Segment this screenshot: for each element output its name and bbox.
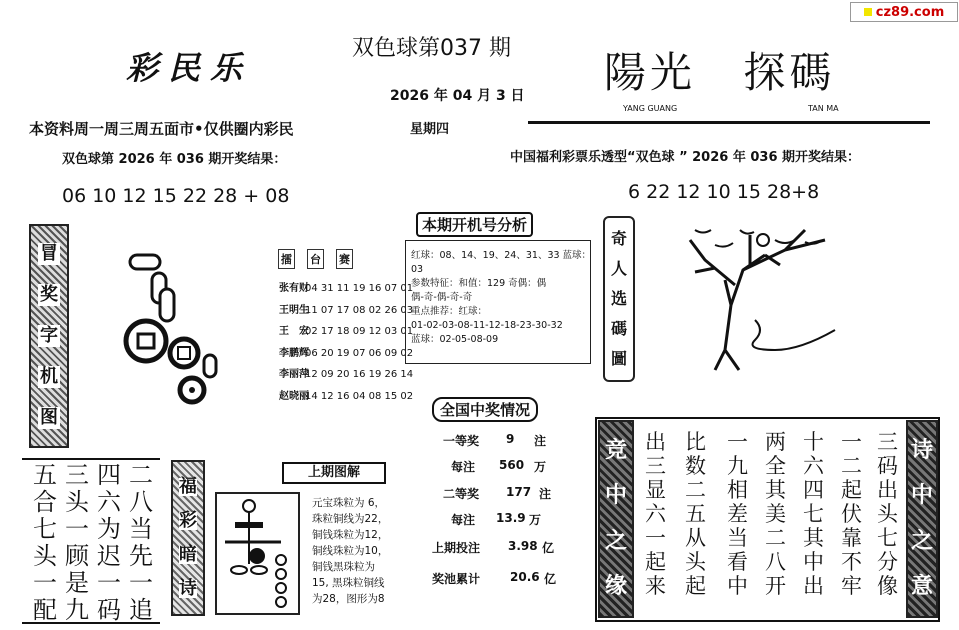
analysis-rec-line: 重点推荐：红球： bbox=[411, 306, 488, 317]
leitai-nums: 14 12 16 04 08 15 02 bbox=[305, 390, 414, 402]
header-divider bbox=[528, 121, 930, 124]
tujie-diagram bbox=[217, 494, 298, 613]
tujie-line: 铜钱珠粒为12， bbox=[312, 529, 389, 541]
left-poem-char: 二 bbox=[129, 461, 153, 489]
prize-label: 每注 bbox=[451, 460, 476, 474]
prize-label: 每注 bbox=[451, 513, 476, 527]
right-poem-char: 二 bbox=[685, 478, 706, 502]
leitai-name: 王 宏 bbox=[279, 326, 309, 337]
analysis-feature-line: 参数特征：和值：129 奇偶：偶 bbox=[411, 278, 547, 289]
qiren-char: 人 bbox=[610, 259, 627, 278]
analysis-blue-line: 蓝球：02-05-08-09 bbox=[411, 334, 499, 345]
prize-row bbox=[451, 511, 541, 528]
prize-value: 177 bbox=[506, 485, 532, 499]
leitai-name: 赵晓丽 bbox=[279, 390, 309, 402]
prize-value: 13.9 bbox=[496, 511, 526, 525]
right-poem-char: 起 bbox=[841, 478, 862, 502]
right-poem-char: 不 bbox=[841, 550, 862, 574]
leitai-row bbox=[279, 364, 414, 386]
left-poem-char: 迟 bbox=[97, 542, 121, 570]
leitai-nums: 12 09 20 16 19 26 14 bbox=[305, 369, 414, 380]
right-poem-char: 六 bbox=[803, 454, 824, 478]
left-strip-char: 之 bbox=[604, 528, 627, 554]
weekday: 星期四 bbox=[410, 122, 450, 137]
right-strip-char: 之 bbox=[910, 528, 933, 554]
issue-title: 双色球第037 期 bbox=[352, 36, 511, 61]
right-poem-char: 六 bbox=[645, 502, 666, 526]
right-poem-char: 二 bbox=[841, 454, 862, 478]
prize-label: 二等奖 bbox=[443, 487, 480, 501]
left-poem-char: 头 bbox=[65, 488, 89, 516]
tujie-text bbox=[312, 495, 388, 607]
leitai-name: 王明生 bbox=[279, 304, 309, 316]
prize-label: 一等奖 bbox=[443, 434, 480, 448]
prize-unit: 亿 bbox=[542, 541, 555, 555]
issue-date: 2026 年 04 月 3 日 bbox=[390, 88, 525, 104]
right-strip-char: 意 bbox=[910, 574, 933, 600]
left-poem-char: 一 bbox=[129, 569, 153, 597]
right-strip-char: 中 bbox=[910, 483, 933, 509]
left-poem-char: 码 bbox=[97, 596, 121, 624]
prize-unit: 万 bbox=[534, 460, 547, 474]
prize-value: 560 bbox=[499, 458, 525, 472]
prize-row bbox=[432, 539, 554, 556]
right-poem-char: 美 bbox=[765, 502, 786, 526]
left-poem-char: 为 bbox=[97, 515, 121, 543]
right-poem-char: 头 bbox=[685, 550, 706, 574]
right-poem-char: 牢 bbox=[841, 574, 862, 598]
right-poem-char: 像 bbox=[877, 574, 898, 598]
qiren-char: 奇 bbox=[610, 229, 627, 248]
tujie-line: 铜线珠粒为10， bbox=[312, 545, 389, 557]
right-poem-char: 五 bbox=[685, 502, 706, 526]
right-poem-char: 来 bbox=[645, 574, 666, 598]
watermark-badge bbox=[850, 2, 958, 22]
right-strip-char: 诗 bbox=[910, 437, 933, 463]
right-poem-char: 当 bbox=[727, 526, 748, 550]
leitai-name: 李鹏辉 bbox=[279, 347, 309, 359]
right-poem-char: 九 bbox=[727, 454, 748, 478]
tujie-diagram-box bbox=[215, 492, 300, 615]
analysis-box bbox=[405, 240, 591, 364]
left-poem-char: 三 bbox=[65, 461, 89, 489]
right-poem-char: 一 bbox=[841, 430, 862, 454]
right-poem-char: 比 bbox=[685, 430, 706, 454]
right-poem-char: 从 bbox=[685, 526, 706, 550]
leitai-row bbox=[279, 321, 414, 343]
left-poem-col bbox=[33, 462, 57, 624]
prize-title: 全国中奖情况 bbox=[432, 397, 538, 422]
right-poem-char: 一 bbox=[645, 526, 666, 550]
left-poem-char: 五 bbox=[33, 461, 57, 489]
left-poem-char: 追 bbox=[129, 596, 153, 624]
prize-label: 上期投注 bbox=[432, 541, 481, 555]
prize-value: 20.6 bbox=[510, 570, 540, 584]
left-strip-char: 竞 bbox=[604, 437, 627, 463]
left-poem-col bbox=[129, 462, 153, 624]
lucky-machine-char: 奖 bbox=[40, 284, 58, 306]
analysis-rec-line2: 01-02-03-08-11-12-18-23-30-32 bbox=[411, 320, 563, 331]
tujie-line: 铜钱黑珠粒为 bbox=[312, 561, 375, 573]
prize-unit: 注 bbox=[539, 487, 552, 501]
right-result-numbers: 6 22 12 10 15 28+8 bbox=[628, 181, 820, 203]
analysis-red-line2: 03 bbox=[411, 264, 424, 275]
fucai-poem-char: 彩 bbox=[179, 510, 197, 531]
prize-label: 奖池累计 bbox=[432, 572, 481, 586]
left-poem-char: 是 bbox=[65, 569, 89, 597]
right-strip bbox=[906, 420, 938, 618]
lucky-machine-char: 图 bbox=[40, 406, 58, 428]
left-strip bbox=[598, 420, 634, 618]
prize-value: 3.98 bbox=[508, 539, 538, 553]
right-logo-pinyin-1: YANG GUANG bbox=[623, 104, 678, 113]
right-poem-char: 出 bbox=[645, 430, 666, 454]
prize-unit: 注 bbox=[534, 434, 547, 448]
leitai-table bbox=[279, 278, 414, 407]
leitai-name: 李丽萍 bbox=[279, 369, 309, 380]
right-poem-char: 八 bbox=[765, 550, 786, 574]
prize-unit: 万 bbox=[529, 513, 542, 527]
tujie-line: 为28，图形为8 bbox=[312, 593, 385, 605]
tree-sketch bbox=[655, 210, 855, 375]
right-poem-char: 分 bbox=[877, 550, 898, 574]
leitai-nums: 06 20 19 07 06 09 02 bbox=[305, 347, 414, 359]
right-poem-char: 七 bbox=[877, 526, 898, 550]
watermark-square-icon bbox=[864, 8, 872, 16]
left-poem-char: 六 bbox=[97, 488, 121, 516]
right-logo-pinyin-2: TAN MA bbox=[808, 104, 839, 113]
leitai-nums: 11 07 17 08 02 26 03 bbox=[305, 304, 414, 316]
right-poem-col bbox=[877, 430, 898, 598]
qiren-char: 选 bbox=[610, 289, 627, 308]
analysis-feature-line2: 偶-奇-偶-奇-奇 bbox=[411, 292, 473, 303]
prize-value: 9 bbox=[506, 432, 515, 446]
right-poem-col bbox=[841, 430, 862, 598]
left-poem-char: 一 bbox=[33, 569, 57, 597]
right-poem-col bbox=[727, 430, 748, 598]
right-poem-char: 十 bbox=[803, 430, 824, 454]
right-poem-char: 出 bbox=[803, 574, 824, 598]
lucky-machine-char: 字 bbox=[40, 324, 58, 346]
right-poem-char: 显 bbox=[645, 478, 666, 502]
fucai-poem-char: 暗 bbox=[179, 544, 197, 565]
left-poem-char: 配 bbox=[33, 596, 57, 624]
coin-graphic bbox=[112, 245, 222, 415]
left-poem-char: 四 bbox=[97, 461, 121, 489]
left-poem-char: 先 bbox=[129, 542, 153, 570]
right-result-label: 中国福利彩票乐透型“双色球 ” 2026 年 036 期开奖结果： bbox=[510, 150, 861, 165]
leitai-title-char: 赛 bbox=[336, 249, 353, 269]
left-poem-col bbox=[97, 462, 121, 624]
right-poem-col bbox=[645, 430, 666, 598]
prize-row bbox=[443, 432, 546, 449]
analysis-title: 本期开机号分析 bbox=[416, 212, 533, 237]
tujie-title: 上期图解 bbox=[282, 462, 386, 484]
right-poem-char: 起 bbox=[685, 574, 706, 598]
right-poem-char: 出 bbox=[877, 478, 898, 502]
right-poem-char: 伏 bbox=[841, 502, 862, 526]
right-logo: 陽光 探碼 bbox=[604, 48, 836, 97]
lucky-machine-char: 机 bbox=[40, 365, 58, 387]
leitai-name: 张有财 bbox=[279, 283, 309, 294]
right-poem-char: 七 bbox=[803, 502, 824, 526]
prize-row bbox=[443, 485, 551, 502]
left-logo: 彩民乐 bbox=[126, 49, 253, 87]
watermark-text: cz89.com bbox=[875, 4, 945, 20]
notice-text: 本资料周一周三周五面市•仅供圈内彩民 bbox=[29, 120, 294, 138]
leitai-row bbox=[279, 343, 414, 365]
left-poem-char: 头 bbox=[33, 542, 57, 570]
right-poem-char: 一 bbox=[727, 430, 748, 454]
qiren-char: 圖 bbox=[610, 349, 627, 368]
left-strip-char: 中 bbox=[604, 483, 627, 509]
right-poem-char: 靠 bbox=[841, 526, 862, 550]
right-poem-char: 中 bbox=[727, 574, 748, 598]
right-poem-char: 起 bbox=[645, 550, 666, 574]
leitai-nums: 02 17 18 09 12 03 01 bbox=[305, 326, 414, 337]
fucai-poem-char: 福 bbox=[179, 476, 197, 497]
right-poem-char: 四 bbox=[803, 478, 824, 502]
right-poem-char: 二 bbox=[765, 526, 786, 550]
right-poem-char: 全 bbox=[765, 454, 786, 478]
left-result-label: 双色球第 2026 年 036 期开奖结果： bbox=[62, 152, 287, 167]
left-poem-col bbox=[65, 462, 89, 624]
qiren-char: 碼 bbox=[610, 319, 627, 338]
leitai-row bbox=[279, 278, 414, 300]
lucky-machine-panel bbox=[29, 224, 69, 448]
right-poem-char: 码 bbox=[877, 454, 898, 478]
prize-unit: 亿 bbox=[544, 572, 557, 586]
lucky-machine-char: 冒 bbox=[40, 243, 58, 265]
tujie-line: 元宝珠粒为 6， bbox=[312, 497, 386, 509]
leitai-nums: 04 31 11 19 16 07 01 bbox=[305, 283, 414, 294]
right-poem-char: 其 bbox=[765, 478, 786, 502]
left-poem-char: 一 bbox=[97, 569, 121, 597]
right-poem-char: 相 bbox=[727, 478, 748, 502]
right-poem-char: 三 bbox=[877, 430, 898, 454]
right-poem-char: 看 bbox=[727, 550, 748, 574]
analysis-red-line: 红球：08、14、19、24、31、33 蓝球： bbox=[411, 250, 592, 261]
left-poem-char: 九 bbox=[65, 596, 89, 624]
tujie-line: 珠粒铜线为22， bbox=[312, 513, 389, 525]
right-poem-col bbox=[765, 430, 786, 598]
left-poem-char: 八 bbox=[129, 488, 153, 516]
prize-row bbox=[451, 458, 546, 475]
left-strip-char: 缘 bbox=[604, 574, 627, 600]
right-poem-char: 两 bbox=[765, 430, 786, 454]
right-poem-char: 中 bbox=[803, 550, 824, 574]
leitai-title-char: 擂 bbox=[278, 249, 295, 269]
right-poem-char: 数 bbox=[685, 454, 706, 478]
left-poem-char: 合 bbox=[33, 488, 57, 516]
prize-row bbox=[432, 570, 556, 587]
right-poem-col bbox=[803, 430, 824, 598]
leitai-title-char: 台 bbox=[307, 249, 324, 269]
right-poem-col bbox=[685, 430, 706, 598]
leitai-title bbox=[278, 249, 353, 269]
right-poem-char: 头 bbox=[877, 502, 898, 526]
fucai-poem-label bbox=[171, 460, 205, 616]
right-poem-char: 差 bbox=[727, 502, 748, 526]
left-poem-char: 一 bbox=[65, 515, 89, 543]
left-poem-char: 当 bbox=[129, 515, 153, 543]
right-poem-char: 开 bbox=[765, 574, 786, 598]
tujie-line: 15, 黑珠粒铜线 bbox=[312, 577, 385, 589]
left-poem-char: 七 bbox=[33, 515, 57, 543]
left-result-numbers: 06 10 12 15 22 28 + 08 bbox=[62, 185, 290, 207]
left-poem-char: 顾 bbox=[65, 542, 89, 570]
qiren-scroll bbox=[603, 216, 635, 382]
right-poem-char: 其 bbox=[803, 526, 824, 550]
leitai-row bbox=[279, 386, 414, 408]
fucai-poem-char: 诗 bbox=[179, 578, 197, 599]
right-poem-char: 三 bbox=[645, 454, 666, 478]
leitai-row bbox=[279, 300, 414, 322]
